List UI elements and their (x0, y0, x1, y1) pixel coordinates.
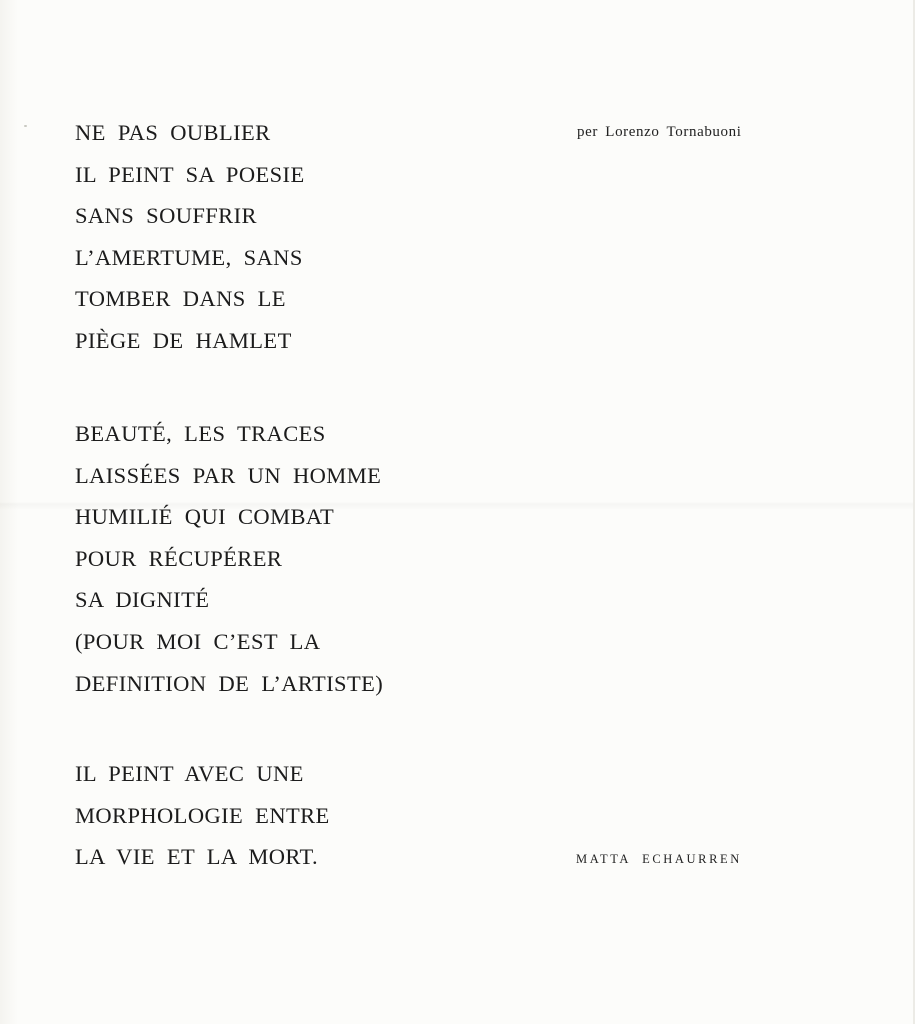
poem-line: NE PAS OUBLIER (75, 120, 271, 145)
poem-line: L’AMERTUME, SANS (75, 244, 303, 270)
stanza-1 (75, 119, 305, 369)
poem-line: HUMILIÉ QUI COMBAT (75, 504, 335, 530)
poem-line: (POUR MOI C’EST LA (75, 628, 321, 654)
poem-line: SA DIGNITÉ (75, 587, 210, 613)
poem-line: SANS SOUFFRIR (75, 203, 257, 229)
poem-line: MORPHOLOGIE ENTRE (75, 802, 330, 828)
paper-speck (24, 125, 27, 127)
author-signature: MATTA ECHAURREN (576, 852, 742, 866)
poem-line: IL PEINT SA POESIE (75, 161, 305, 187)
poem-line: DEFINITION DE L’ARTISTE) (75, 670, 384, 696)
poem-line: LA VIE ET LA MORT. (75, 844, 318, 870)
poem-line: PIÈGE DE HAMLET (75, 327, 292, 353)
poem-line: BEAUTÉ, LES TRACES (75, 421, 326, 446)
stanza-2 (75, 420, 383, 711)
poem-line: POUR RÉCUPÉRER (75, 545, 283, 571)
poem-line: IL PEINT AVEC UNE (75, 761, 304, 786)
poem-line: TOMBER DANS LE (75, 286, 286, 312)
stanza-3 (75, 760, 330, 885)
attribution: per Lorenzo Tornabuoni (577, 124, 742, 140)
poem-line: LAISSÉES PAR UN HOMME (75, 462, 382, 488)
